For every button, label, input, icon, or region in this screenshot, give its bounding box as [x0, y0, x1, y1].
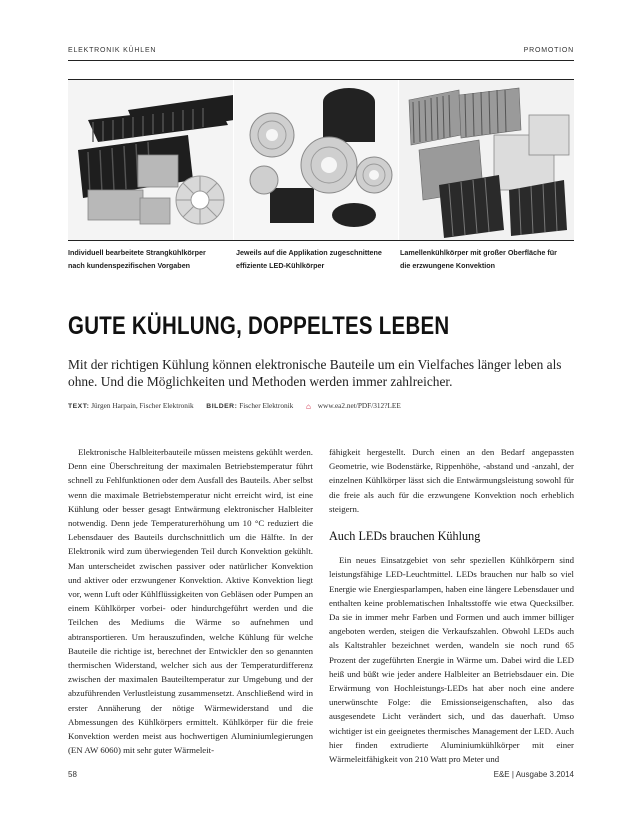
images-credit-label: BILDER:	[206, 403, 238, 410]
text-credit-label: TEXT:	[68, 403, 90, 410]
article-column-right	[329, 445, 574, 766]
paragraph: fähigkeit hergestellt. Durch einen an den Bedarf angepassten Geometrie, wie Bodenstärke, Rippenhöhe, -abstand und -anzahl, der einzelnen Kühlkörper lässt sich die Entwärmungsleistung sowohl für die freie als auch für die erzwungene Konvektion noch erheblich steigern.	[329, 447, 574, 514]
pdf-icon: ⌂	[305, 402, 311, 412]
paragraph: Ein neues Einsatzgebiet von sehr speziellen Kühlkörpern sind leistungsfähige LED-Leuchtmittel. LEDs brauchen nur halb so viel Energie wie Energiesparlampen, haben eine längere Lebensdauer und enthalten keine problematischen Inhaltsstoffe wie etwa Quecksilber. Da sie in immer mehr Farben und Formen und auch immer billiger angeboten werden, steigen die Verkaufszahlen. Obwohl LEDs auch als Kaltstrahler bezeichnet werden, wandeln sie noch rund 65 Prozent der zugeführten Energie in Wärme um. Dabei wird die LED heiß und büßt wie jeder andere Halbleiter an Betriebsdauer ein. Die Erwärmung von Hochleistungs-LEDs hat aber noch eine andere unerwünschte Folge: die Emissionseigenschaften, also das ausgesendete Licht verändert sich, und das dauerhaft. Umso wichtiger ist ein geeignetes thermisches Management der LED. Auch hier finden extrudierte Aluminiumkühlkörper mit einer Wärmeleitfähigkeit von 210 Watt pro Meter und	[329, 555, 574, 765]
paragraph: Elektronische Halbleiterbauteile müssen meistens gekühlt werden. Denn eine Überschreitung der maximalen Betriebstemperatur führt schnell zu Fehlfunktionen oder dem Ausfall des Bauteils. Aber selbst wenn die maximale Betriebstemperatur nicht erreicht wird, ist eine Kühlung oder besser gesagt Entwärmung elektronischer Halbleiter notwendig. Denn jede Temperaturerhöhung um 10 °C reduziert die Lebensdauer des Bauteils durchschnittlich um die Hälfte. In der Elektronik wird zum überwiegenden Teil durch Konvektion gekühlt. Man unterscheidet zwischen passiver oder natürlicher Konvektion und aktiver oder erzwungener Konvektion. Aktive Konvektion liegt vor, wenn Luft oder Kühlflüssigkeiten von Gebläsen oder Pumpen an einem Kühlkörper vorbei- oder hindurchgeführt werden und die Teilchen des Mediums die Wärme so aufnehmen und abtransportieren. Um herauszufinden, welche Kühlung für welche Bauteile die richtige ist, berechnet der Entwickler den so genannten thermischen Widerstand, welcher sich aus der Temperaturdifferenz zwischen der maximalen Bauteiltemperatur zur Umgebung und der abzuführenden Verlustleistung zusammensetzt. Anschließend wird in erster Annäherung der nötige Wärmewiderstand und die Abmessungen des Kühlkörpers ermittelt. Kühlkörper für die freie Konvektion werden meist aus hochwertigen Aluminiumlegierungen (EN AW 6060) mit sehr guter Wärmeleit-	[68, 447, 313, 756]
subheading: Auch LEDs brauchen Kühlung	[329, 529, 481, 544]
fin-heatsinks-image	[399, 80, 574, 240]
promotion-label: PROMOTION	[523, 47, 574, 54]
caption-line: Jeweils auf die Applikation zugeschnittene	[236, 248, 382, 257]
article-credits	[68, 401, 401, 410]
heatsink-profiles-image	[68, 80, 234, 240]
page-number: 58	[68, 770, 77, 779]
caption-line: Lamellenkühlkörper mit großer Oberfläche für	[400, 248, 557, 257]
photo-bottom-rule	[68, 240, 574, 241]
photo-caption-2	[236, 247, 382, 272]
images-credit-value: Fischer Elektronik	[239, 401, 294, 410]
caption-line: effiziente LED-Kühlkörper	[236, 260, 325, 270]
section-header: ELEKTRONIK KÜHLEN	[68, 47, 157, 54]
article-column-left	[68, 445, 313, 757]
caption-line: die erzwungene Konvektion	[400, 260, 496, 270]
header-rule	[68, 60, 574, 61]
article-title: GUTE KÜHLUNG, DOPPELTES LEBEN	[68, 312, 450, 340]
caption-line: nach kundenspezifischen Vorgaben	[68, 260, 191, 270]
photo-caption-3	[400, 247, 557, 272]
article-lead: Mit der richtigen Kühlung können elektronische Bauteile um ein Vielfaches länger leben als ohne. Und die Möglichkeiten und Methoden werden immer zahlreicher.	[68, 357, 562, 389]
photo-caption-1	[68, 247, 206, 272]
caption-line: Individuell bearbeitete Strangkühlkörper	[68, 248, 206, 257]
led-heatsinks-image	[234, 80, 398, 240]
text-credit-value: Jürgen Harpain, Fischer Elektronik	[91, 401, 194, 410]
pdf-link[interactable]: www.ea2.net/PDF/312?LEE	[317, 401, 401, 410]
photo-strip	[68, 80, 574, 240]
issue-info: E&E | Ausgabe 3.2014	[493, 770, 574, 779]
